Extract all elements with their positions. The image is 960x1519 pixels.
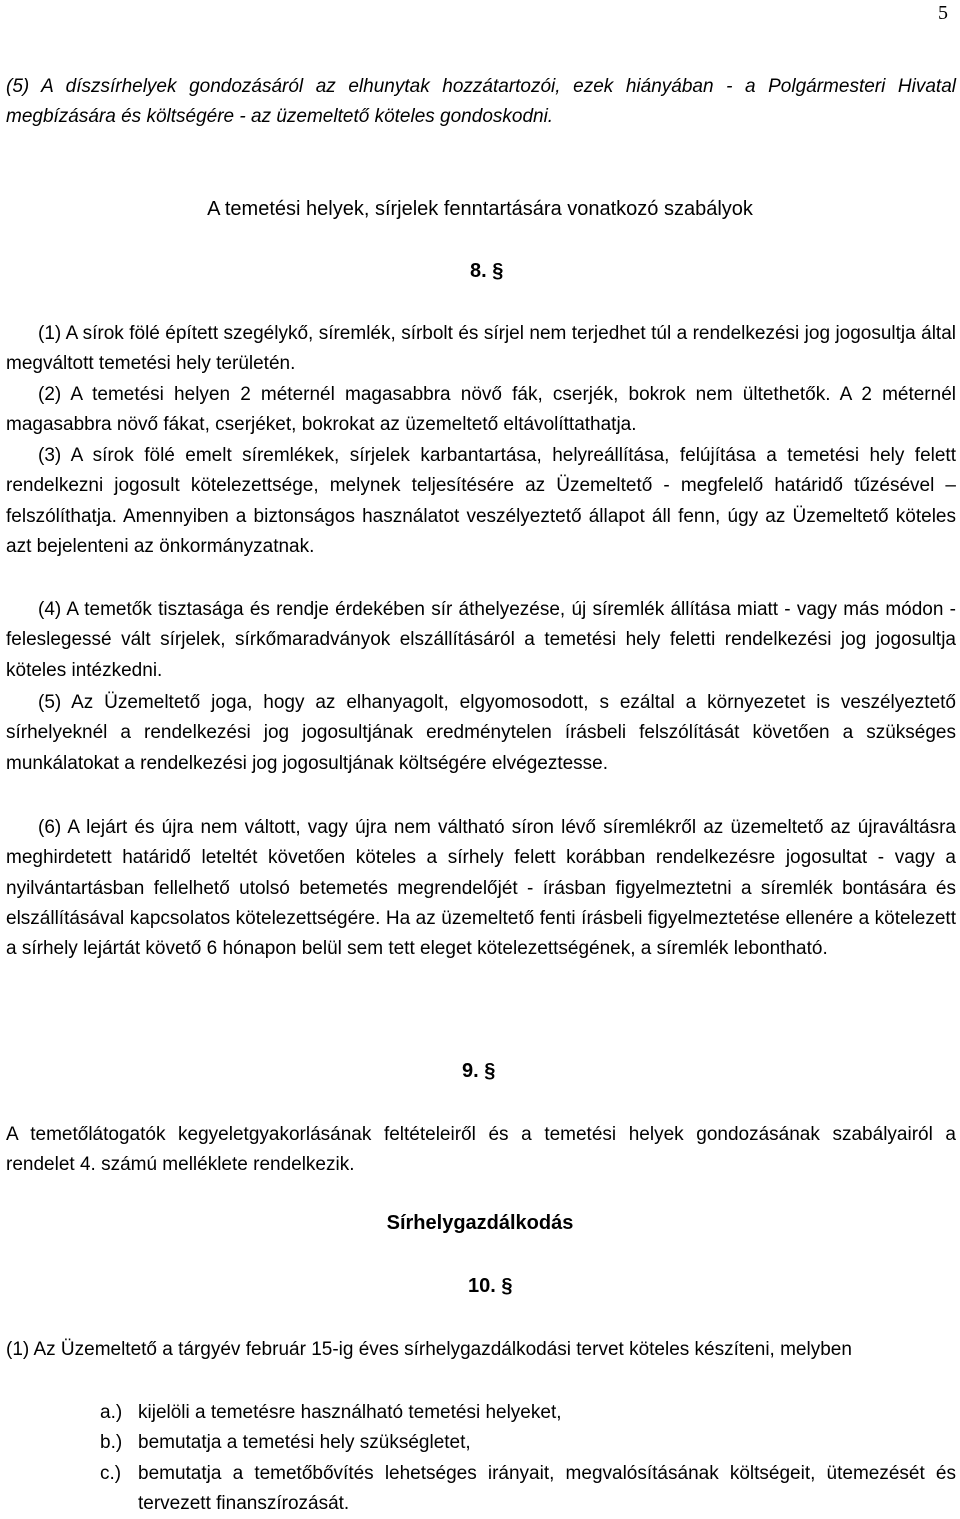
- section-10-list: [100, 1398, 956, 1519]
- section-8-paragraph-1: (1) A sírok fölé épített szegélykő, síremlék, sírbolt és sírjel nem terjedhet túl a rendelkezési jog jogosultja által megváltott temetési hely területén.: [6, 323, 956, 375]
- section-heading-maintenance: A temetési helyek, sírjelek fenntartására vonatkozó szabályok: [207, 198, 753, 220]
- list-item-text: kijelöli a temetésre használható temetési helyeket,: [138, 1402, 562, 1423]
- list-item-text: bemutatja a temetőbővítés lehetséges irányait, megvalósításának költségeit, ütemezését és tervezett finanszírozását.: [138, 1462, 956, 1514]
- list-item-text: bemutatja a temetési hely szükségletet,: [138, 1432, 471, 1454]
- section-heading-management: Sírhelygazdálkodás: [386, 1212, 574, 1234]
- section-sign: §: [492, 260, 504, 282]
- section-8-paragraph-2: (2) A temetési helyen 2 méternél magasabbra növő fák, cserjék, bokrok nem ültethetők. A 2 méternél magasabbra növő fákat, cserjéket, bokrokat az üzemeltető eltávolíttathatja.: [6, 384, 956, 436]
- section-8-paragraph-3: (3) A sírok fölé emelt síremlékek, sírjelek karbantartása, helyreállítása, felújítása a temetési hely felett rendelkezni jogosult kötelezettsége, melynek teljesítésére az Üzemeltető - megfelelő határidő tűzésével – felszólíthatja. Amennyiben a biztonságos használatot veszélyeztető állapot áll fenn, úgy az Üzemeltető köteles azt bejelenteni az önkormányzatnak.: [6, 445, 956, 557]
- list-marker: c.): [100, 1462, 122, 1484]
- section-9-paragraph: A temetőlátogatók kegyeletgyakorlásának feltételeiről és a temetési helyek gondozásának szabályairól a rendelet 4. számú melléklete rendelkezik.: [6, 1124, 956, 1176]
- list-item: [100, 1428, 956, 1458]
- list-marker: b.): [100, 1432, 123, 1454]
- list-item: [100, 1459, 956, 1519]
- section-8-paragraph-4: (4) A temetők tisztasága és rendje érdekében sír áthelyezése, új síremlék állítása miatt - vagy más módon - feleslegessé vált sírjelek, sírkőmaradványok elszállításáról a temetési hely feletti rendelkezési jog jogosultja köteles intézkedni.: [6, 599, 956, 681]
- section-10-paragraph-1: (1) Az Üzemeltető a tárgyév február 15-ig éves sírhelygazdálkodási tervet köteles készíteni, melyben: [6, 1339, 852, 1360]
- intro-paragraph: (5) A díszsírhelyek gondozásáról az elhunytak hozzátartozói, ezek hiányában - a Polgármesteri Hivatal megbízására és költségére - az üzemeltető köteles gondoskodni.: [6, 76, 956, 128]
- list-marker: a.): [100, 1402, 123, 1423]
- section-8-paragraph-6: (6) A lejárt és újra nem váltott, vagy újra nem váltható síron lévő síremlékről az üzemeltető az újraváltásra meghirdetett határidő leteltét követően köteles a sírhely felett korábban rendelkezésre jogosultat - vagy a nyilvántartásban fellelhető utolsó betemetés megrendelőjét - írásban figyelmeztetni a síremlék bontására és elszállításával kapcsolatos kötelezettségére. Ha az üzemeltető fenti írásbeli figyelmeztetése ellenére a kötelezett a sírhely lejártát követő 6 hónapon belül sem tett eleget kötelezettségének, a síremlék lebontható.: [6, 817, 956, 960]
- section-sign: §: [484, 1060, 496, 1082]
- list-item: [100, 1398, 956, 1428]
- section-9-title: 9. §: [462, 1060, 496, 1082]
- page-number: 5: [938, 2, 948, 24]
- section-10-title: 10. §: [468, 1275, 513, 1297]
- section-8-title: 8. §: [470, 260, 504, 282]
- section-8-paragraph-5: (5) Az Üzemeltető joga, hogy az elhanyagolt, elgyomosodott, s ezáltal a környezetet is veszélyeztető sírhelyeknél a rendelkezési jog jogosultjának eredménytelen írásbeli felszólítását követően a szükséges munkálatokat a rendelkezési jog jogosultjának költségére elvégeztesse.: [6, 692, 956, 774]
- section-sign: §: [501, 1275, 513, 1297]
